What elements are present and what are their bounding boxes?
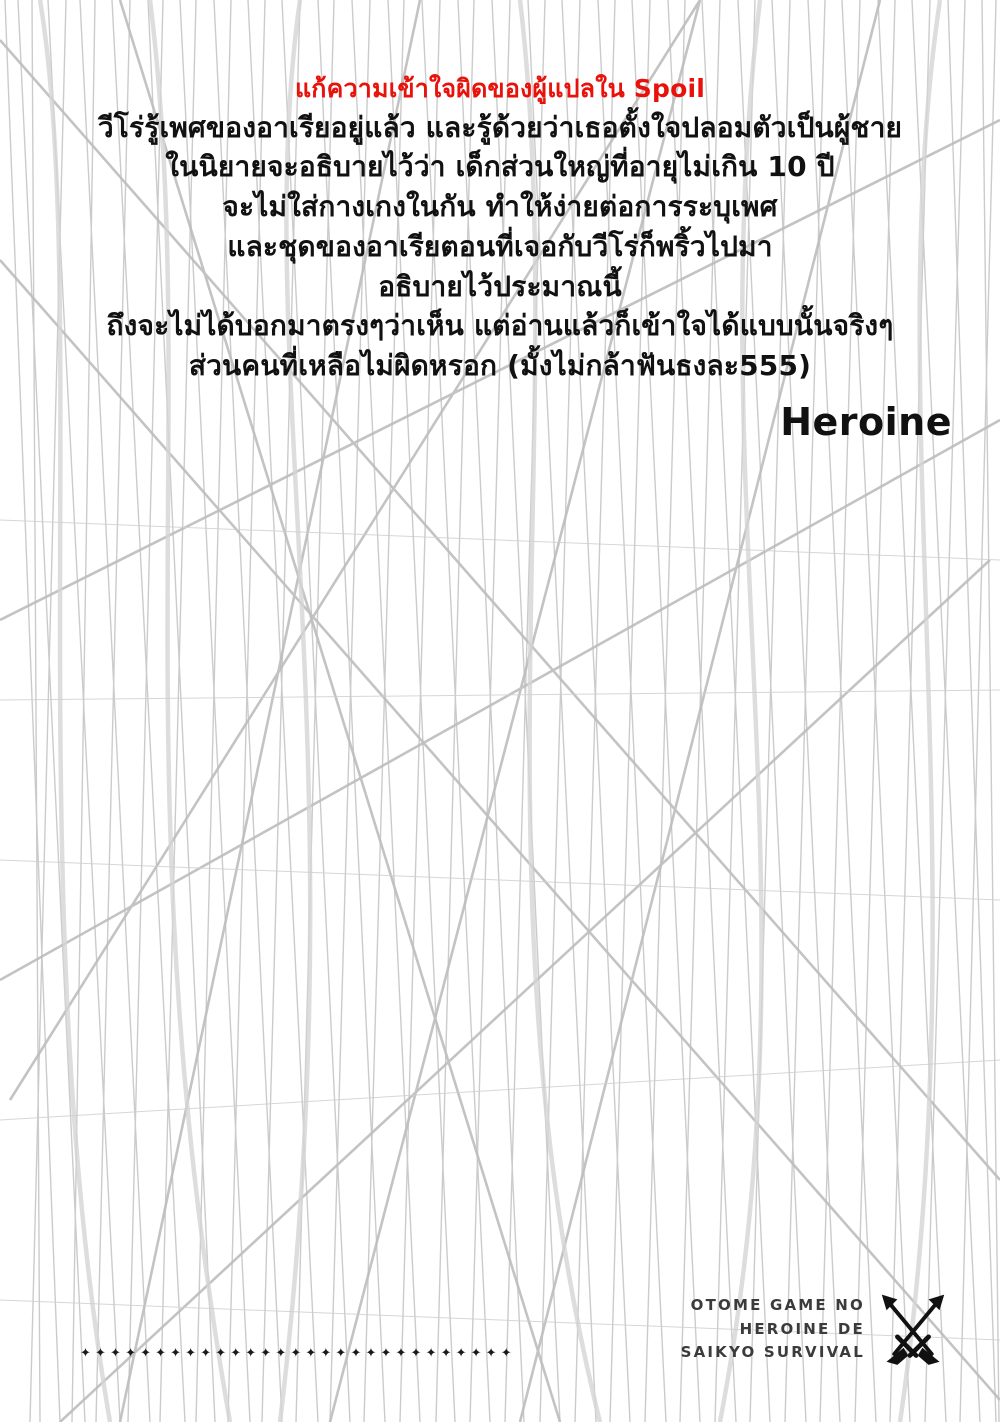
brand-line-3: SAIKYO SURVIVAL (680, 1342, 865, 1361)
note-line-3: จะไม่ใส่กางเกงในกัน ทำให้ง่ายต่อการระบุเพศ (222, 190, 778, 223)
note-line-6: ถึงจะไม่ได้บอกมาตรงๆว่าเห็น แต่อ่านแล้วก็เข้าใจได้แบบนั้นจริงๆ (106, 309, 894, 343)
crossed-swords-icon (874, 1290, 952, 1368)
page-footer (0, 1276, 1000, 1386)
series-title-credit (681, 1294, 865, 1364)
note-signature: Heroine (780, 399, 952, 444)
note-line-4: และชุดของอาเรียตอนที่เจอกับวีโร่ก็พริ้วไปมา (227, 229, 773, 263)
note-line-5: อธิบายไว้ประมาณนี้ (378, 269, 622, 303)
spoiler-correction-note (0, 70, 1000, 444)
note-title: แก้ความเข้าใจผิดของผู้แปลใน Spoil (294, 74, 706, 103)
brand-line-1: OTOME GAME NO (690, 1296, 865, 1315)
note-line-1: วีโร่รู้เพศของอาเรียอยู่แล้ว และรู้ด้วยว่าเธอตั้งใจปลอมตัวเป็นผู้ชาย (97, 110, 903, 144)
note-line-7: ส่วนคนที่เหลือไม่ผิดหรอก (มั้งไม่กล้าฟันธงละ555) (188, 349, 812, 382)
note-line-2: ในนิยายจะอธิบายไว้ว่า เด็กส่วนใหญ่ที่อายุไม่เกิน 10 ปี (165, 150, 835, 184)
diamond-divider: ✦ ✦ ✦ ✦ ✦ ✦ ✦ ✦ ✦ ✦ ✦ ✦ ✦ ✦ ✦ ✦ ✦ ✦ ✦ ✦ ✦ ✦ ✦ ✦ ✦ ✦ ✦ ✦ ✦ (80, 1345, 512, 1361)
brand-line-2: HEROINE DE (739, 1319, 865, 1338)
